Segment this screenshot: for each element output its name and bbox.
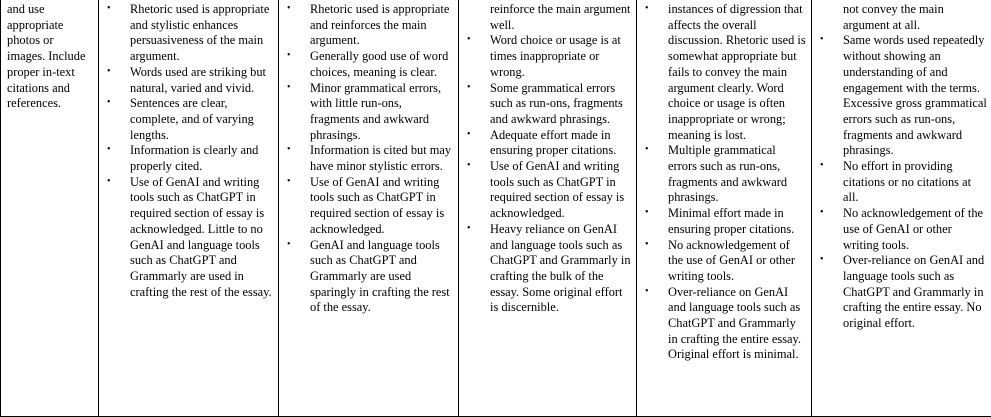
list-item: reinforce the main argument well. (490, 2, 631, 32)
list-item: • Over-reliance on GenAI and language tools such as ChatGPT and Grammarly in crafting the entire essay. No original effort. (817, 253, 987, 332)
list-item: • Word choice or usage is at times inappropriate or wrong. (464, 33, 632, 80)
list-item: • Words used are striking but natural, varied and vivid. (104, 65, 274, 96)
level-good-cell (279, 0, 459, 417)
list-item: • Rhetoric used is appropriate and reinforces the main argument. (284, 2, 454, 49)
level-unsatisfactory-cell (812, 0, 991, 417)
list-item: • Information is cited but may have minor stylistic errors. (284, 143, 454, 174)
list-item: • Information is clearly and properly cited. (104, 143, 274, 174)
list-item: • Adequate effort made in ensuring proper citations. (464, 128, 632, 159)
level-satisfactory-cell (459, 0, 637, 417)
table-row (1, 0, 991, 417)
level-excellent-cell (99, 0, 279, 417)
level-poor-cell (637, 0, 812, 417)
list-item: • Use of GenAI and writing tools such as ChatGPT in required section of essay is acknowledged. (284, 175, 454, 238)
list-item: • Some grammatical errors such as run-ons, fragments and awkward phrasings. (464, 81, 632, 128)
list-item: not convey the main argument at all. (843, 2, 944, 32)
list-item: • Use of GenAI and writing tools such as ChatGPT in required section of essay is acknowledged. Little to no GenAI and language tools such as ChatGPT and Grammarly are used in crafting the rest of the essay. (104, 175, 274, 301)
list-item: • No effort in providing citations or no citations at all. (817, 159, 987, 206)
list-item: • Heavy reliance on GenAI and language tools such as ChatGPT and Grammarly in crafting the bulk of the essay. Some original effort is discernible. (464, 222, 632, 316)
list-item: • Use of GenAI and writing tools such as ChatGPT in required section of essay is acknowledged. (464, 159, 632, 222)
list-item: • Multiple grammatical errors such as run-ons, fragments and awkward phrasings. (642, 143, 807, 206)
list-item: • Minimal effort made in ensuring proper citations. (642, 206, 807, 237)
list-item: • Rhetoric used is appropriate and stylistic enhances persuasiveness of the main argument. (104, 2, 274, 65)
list-item: • GenAI and language tools such as ChatGPT and Grammarly are used sparingly in crafting the rest of the essay. (284, 238, 454, 317)
list-item: • instances of digression that affects the overall discussion. Rhetoric used is somewhat appropriate but fails to convey the main argument clearly. Word choice or usage is often inappropriate or wrong; meaning is lost. (642, 2, 807, 143)
list-item: • Same words used repeatedly without showing an understanding of and engagement with the terms. Excessive gross grammatical errors such as run-ons, fragments and awkward phrasings. (817, 33, 987, 159)
list-item: • Sentences are clear, complete, and of varying lengths. (104, 96, 274, 143)
list-item: • No acknowledgement of the use of GenAI or other writing tools. (642, 238, 807, 285)
list-item: • No acknowledgement of the use of GenAI or other writing tools. (817, 206, 987, 253)
list-item: • Generally good use of word choices, meaning is clear. (284, 49, 454, 80)
list-item: • Over-reliance on GenAI and language tools such as ChatGPT and Grammarly in crafting the entire essay. Original effort is minimal. (642, 285, 807, 364)
list-item: • Minor grammatical errors, with little run-ons, fragments and awkward phrasings. (284, 81, 454, 144)
criteria-text: and use appropriate photos or images. Include proper in-text citations and references. (7, 2, 86, 111)
criteria-cell (1, 0, 99, 417)
